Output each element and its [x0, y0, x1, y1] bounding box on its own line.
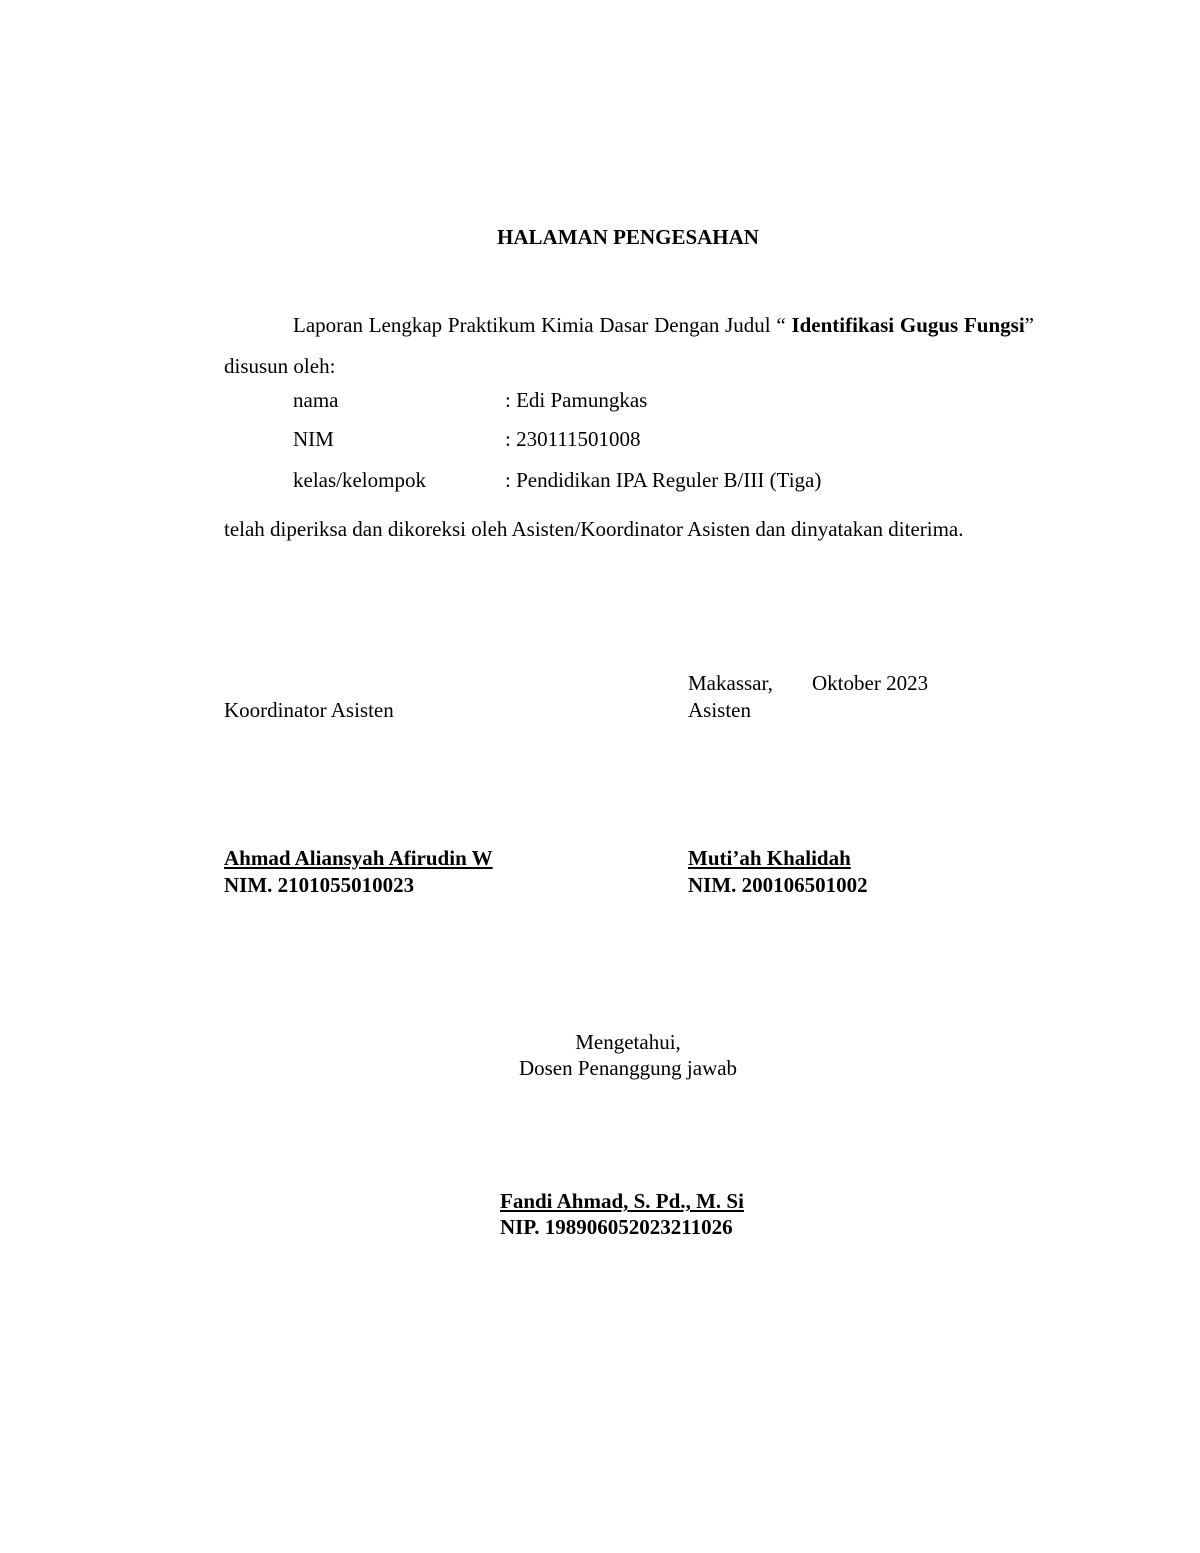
- coordinator-role: Koordinator Asisten: [224, 698, 394, 722]
- report-title: Identifikasi Gugus Fungsi: [791, 313, 1025, 337]
- coordinator-name: Ahmad Aliansyah Afirudin W: [224, 846, 493, 870]
- signing-date: Oktober 2023: [812, 671, 929, 695]
- intro-text-before: Laporan Lengkap Praktikum Kimia Dasar Dengan Judul “: [293, 313, 792, 337]
- signing-place: Makassar,: [688, 671, 773, 695]
- identity-value-class: : Pendidikan IPA Reguler B/III (Tiga): [505, 468, 822, 492]
- coordinator-id: NIM. 2101055010023: [224, 873, 415, 897]
- identity-label-nim: NIM: [293, 427, 334, 451]
- intro-paragraph: [224, 305, 1034, 387]
- identity-label-name: nama: [293, 388, 339, 412]
- lecturer-role: Dosen Penanggung jawab: [518, 1056, 738, 1080]
- identity-value-nim: : 230111501008: [505, 427, 641, 451]
- identity-value-name: : Edi Pamungkas: [505, 388, 648, 412]
- assistant-id: NIM. 200106501002: [688, 873, 868, 897]
- lecturer-name: Fandi Ahmad, S. Pd., M. Si: [500, 1189, 744, 1213]
- approval-paragraph: telah diperiksa dan dikoreksi oleh Asisten/Koordinator Asisten dan dinyatakan diterima.: [224, 517, 964, 541]
- lecturer-id: NIP. 198906052023211026: [500, 1215, 733, 1239]
- identity-label-class: kelas/kelompok: [293, 468, 426, 492]
- assistant-name: Muti’ah Khalidah: [688, 846, 851, 870]
- intro-text-after: ” disusun oleh:: [224, 313, 1034, 378]
- acknowledge-label: Mengetahui,: [575, 1030, 681, 1054]
- page-title: HALAMAN PENGESAHAN: [497, 225, 759, 249]
- assistant-role: Asisten: [688, 698, 751, 722]
